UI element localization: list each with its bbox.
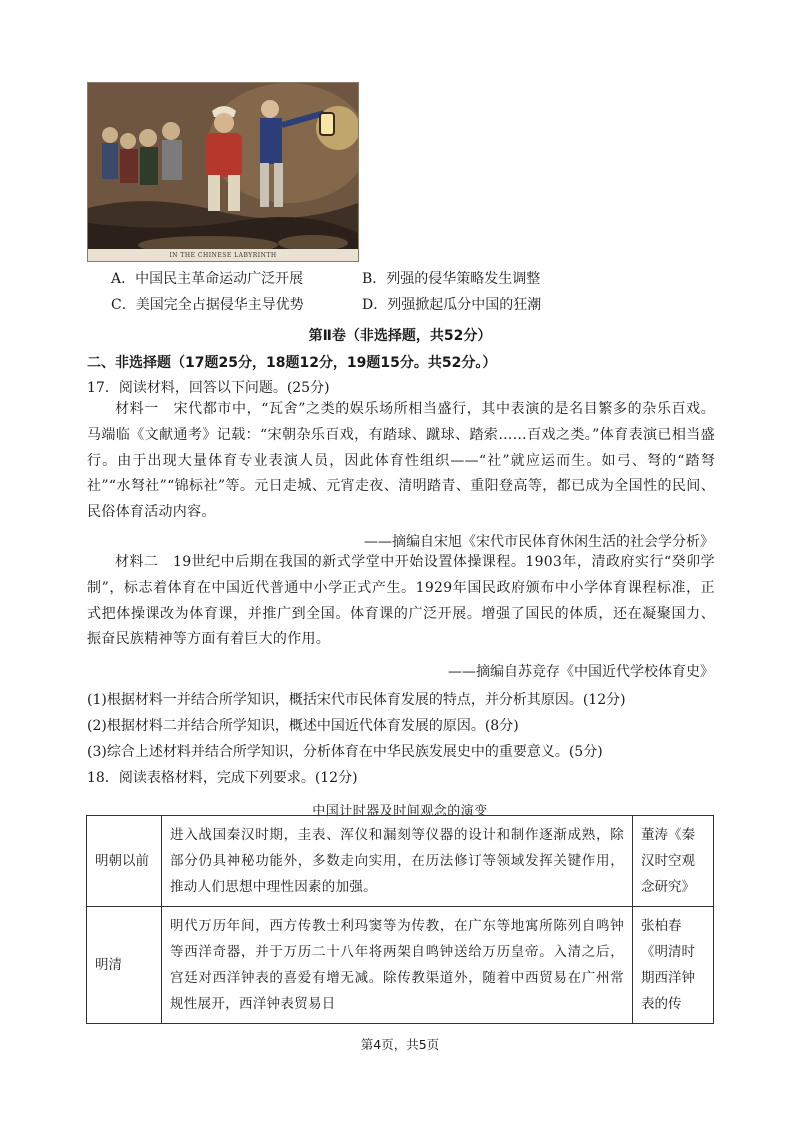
- table-cell-reference: 张柏春《明清时期西洋钟表的传: [633, 907, 714, 1024]
- material-1-source: ——摘编自宋旭《宋代市民体育休闲生活的社会学分析》: [364, 534, 714, 550]
- material-2: 材料二 19世纪中后期在我国的新式学堂中开始设置体操课程。1903年，清政府实行“癸卯学制”，标志着体育在中国近代普通中小学正式产生。1929年国民政府颁布中小学体育课程标准，正式把体操课改为体育课，并推广到全国。体育课的广泛开展。增强了国民的体质，还在凝聚国力、振奋民族精神等方面有着巨大的作用。: [87, 554, 715, 648]
- table-cell-content: 明代万历年间，西方传教士利玛窦等为传教，在广东等地寓所陈列自鸣钟等西洋奇器，并于万历二十八年将两架自鸣钟送给万历皇帝。入清之后，宫廷对西洋钟表的喜爱有增无减。除传教渠道外，随着中西贸易在广州常规性展开，西洋钟表贸易日: [162, 907, 633, 1024]
- question-17-part-2: (2)根据材料二并结合所学知识，概述中国近代体育发展的原因。(8分): [87, 718, 519, 734]
- question-18-stem: 18．阅读表格材料，完成下列要求。(12分): [87, 770, 358, 786]
- option-a: A．中国民主革命运动广泛开展: [111, 271, 304, 287]
- table-row: [87, 816, 714, 907]
- option-c: C．美国完全占据侵华主导优势: [111, 297, 304, 313]
- table-cell-reference: 董涛《秦汉时空观念研究》: [633, 816, 714, 907]
- cartoon-illustration: [88, 83, 358, 261]
- material-1: 材料一 宋代都市中，“瓦舍”之类的娱乐场所相当盛行，其中表演的是名目繁多的杂乐百戏。马端临《文献通考》记载：“宋朝杂乐百戏，有踏球、蹴球、踏索……百戏之类。”体育表演已相当盛行。由于出现大量体育专业表演人员，因此体育性组织——“社”就应运而生。如弓、弩的“踏弩社”“水弩社”“锦标社”等。元日走城、元宵走夜、清明踏青、重阳登高等，都已成为全国性的民间、民俗体育活动内容。: [87, 401, 715, 521]
- page-footer: 第4页，共5页: [360, 1037, 440, 1052]
- timekeeping-table: [86, 815, 714, 1024]
- question-17-part-3: (3)综合上述材料并结合所学知识，分析体育在中华民族发展史中的重要意义。(5分): [87, 744, 603, 760]
- table-row: [87, 907, 714, 1024]
- question-17-stem: 17．阅读材料，回答以下问题。(25分): [87, 380, 330, 396]
- question-17-part-1: (1)根据材料一并结合所学知识，概括宋代市民体育发展的特点，并分析其原因。(12分): [87, 692, 626, 708]
- option-b: B．列强的侵华策略发生调整: [362, 271, 541, 287]
- table-title: 中国计时器及时间观念的演变: [312, 804, 488, 819]
- cartoon-caption: IN THE CHINESE LABYRINTH: [169, 252, 277, 259]
- section-title: 第Ⅱ卷（非选择题，共52分）: [308, 328, 492, 344]
- option-d: D．列强掀起瓜分中国的狂潮: [362, 297, 542, 313]
- table-cell-content: 进入战国秦汉时期，圭表、浑仪和漏刻等仪器的设计和制作逐渐成熟，除部分仍具神秘功能外，多数走向实用，在历法修订等领域发挥关键作用，推动人们思想中理性因素的加强。: [162, 816, 633, 907]
- table-cell-era: 明清: [87, 907, 162, 1024]
- political-cartoon-image: [87, 82, 359, 262]
- table-cell-era: 明朝以前: [87, 816, 162, 907]
- material-2-source: ——摘编自苏竞存《中国近代学校体育史》: [448, 664, 714, 680]
- section-heading: 二、非选择题（17题25分，18题12分，19题15分。共52分。）: [87, 355, 497, 371]
